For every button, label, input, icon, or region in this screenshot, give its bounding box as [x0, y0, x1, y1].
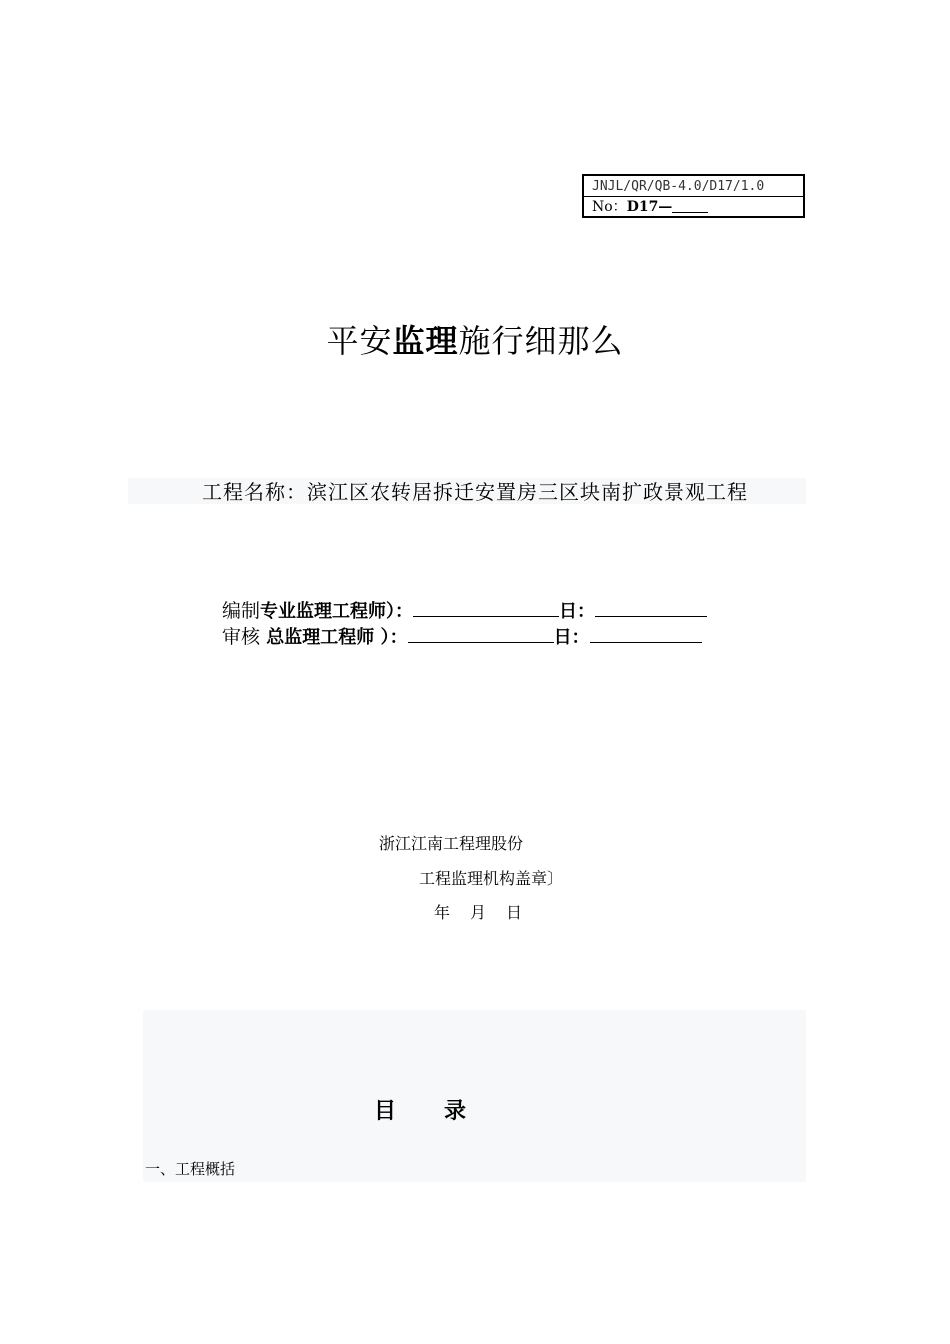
document-number-blank — [672, 198, 708, 213]
date-year: 年 — [434, 903, 451, 922]
toc-title — [374, 1094, 466, 1125]
toc-title-char-2: 录 — [444, 1099, 467, 1124]
project-name-label: 工程名称： — [202, 480, 307, 504]
sign-colon: ： — [389, 627, 408, 648]
document-number-label: No： — [592, 199, 627, 215]
document-code: JNJL/QR/QB-4.0/D17/1.0 — [584, 176, 803, 197]
project-name-value: 滨江区农转居拆迁安置房三区块南扩政景观工程 — [307, 480, 748, 504]
signature-blank[interactable] — [408, 624, 554, 643]
sign-row-prepared — [222, 598, 707, 622]
document-number-value: D17— — [626, 199, 673, 215]
page-title — [0, 316, 950, 362]
sign-role: 总监理工程师 ） — [260, 627, 390, 648]
title-part-1: 平安 — [326, 322, 393, 360]
title-part-2: 监理 — [392, 322, 459, 360]
seal-date — [434, 902, 522, 924]
sign-prefix: 编制 — [222, 600, 261, 622]
sign-role: 专业监理工程师） — [260, 601, 396, 622]
toc-item[interactable]: 一、工程概括 — [145, 1160, 236, 1178]
toc-title-char-1: 目 — [374, 1099, 397, 1124]
document-code-box — [582, 174, 805, 218]
date-day: 日 — [506, 903, 523, 922]
date-blank[interactable] — [590, 624, 702, 643]
sign-row-reviewed — [222, 624, 702, 648]
document-number-row — [584, 197, 803, 218]
company-name: 浙江江南工程理股份 — [379, 834, 524, 853]
date-month: 月 — [470, 903, 487, 922]
table-of-contents-band — [143, 1010, 806, 1182]
date-label: 日： — [553, 627, 590, 648]
date-label: 日： — [559, 601, 596, 622]
organization-seal-label: 工程监理机构盖章〕 — [419, 869, 564, 888]
sign-colon: ： — [395, 601, 414, 622]
date-blank[interactable] — [595, 598, 707, 617]
signature-blank[interactable] — [413, 598, 559, 617]
title-part-3: 施行细那么 — [458, 322, 624, 360]
sign-prefix: 审核 — [222, 626, 261, 648]
project-name-line — [0, 478, 950, 506]
